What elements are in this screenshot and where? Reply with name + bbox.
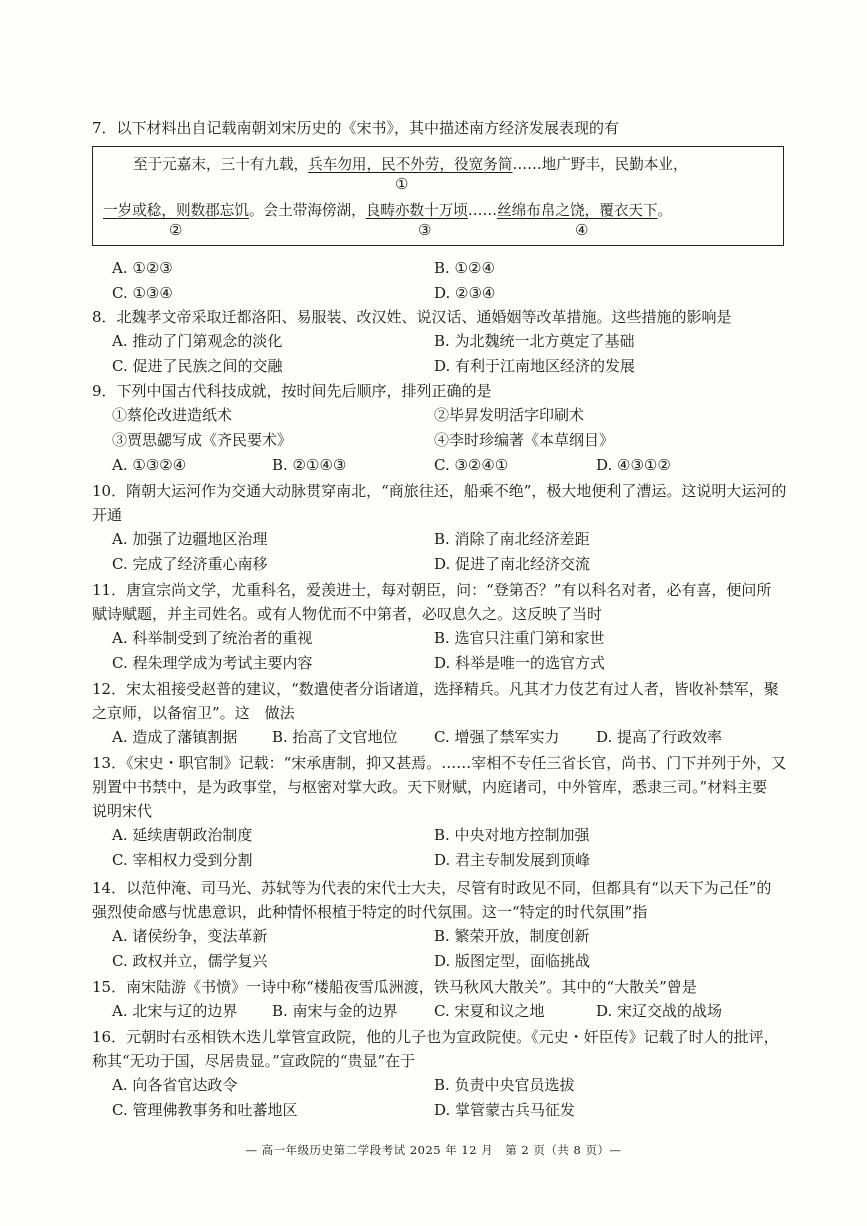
question-stem-line-2: 称其“无功于国，尽居贵显。”宣政院的“贵显”在于 [92, 1052, 416, 1070]
option-d: D. ②③④ [434, 284, 496, 302]
option-a: A. 诸侯纷争，变法革新 [112, 927, 268, 945]
question-stem-line-1: 16．元朝时右丞相铁木迭儿掌管宣政院，他的儿子也为宣政院使。《元史・奸臣传》记载了时人的批评， [92, 1028, 779, 1046]
option-b: B. 选官只注重门第和家世 [434, 629, 605, 647]
question-stem-line-2: 强烈使命感与忧患意识，此种情怀根植于特定的时代氛围。这一“特定的时代氛围”指 [92, 903, 648, 921]
option-c: C. 政权并立，儒学复兴 [112, 952, 268, 970]
item-3: ③贾思勰写成《齐民要术》 [112, 431, 293, 449]
underlined-phrase-1: 兵车勿用，民不外劳，役宽务简 [308, 156, 513, 173]
question-stem: 15．南宋陆游《书愤》一诗中称“楼船夜雪瓜洲渡，铁马秋风大散关”。其中的“大散关”曾是 [92, 978, 697, 996]
option-c: C. 程朱理学成为考试主要内容 [112, 654, 313, 672]
material-line-2 [103, 199, 672, 220]
material-line-1 [133, 153, 688, 174]
option-c: C. 促进了民族之间的交融 [112, 357, 283, 375]
option-a: A. 推动了门第观念的淡化 [112, 332, 283, 350]
option-c: C. 宰相权力受到分割 [112, 851, 253, 869]
marker-2: ② [169, 221, 183, 239]
option-a: A. 延续唐朝政治制度 [112, 826, 253, 844]
option-b: B. 繁荣开放，制度创新 [434, 927, 590, 945]
question-15 [92, 975, 807, 1024]
option-c: C. 增强了禁军实力 [434, 728, 560, 746]
option-b: B. 抬高了文官地位 [272, 728, 398, 746]
item-2: ②毕昇发明活字印刷术 [434, 406, 585, 424]
question-7-options [92, 256, 807, 306]
question-stem: 7．以下材料出自记载南朝刘宋历史的《宋书》，其中描述南方经济发展表现的有 [92, 119, 620, 137]
option-b: B. 南宋与金的边界 [272, 1002, 398, 1020]
item-4: ④李时珍编著《本草纲目》 [434, 431, 615, 449]
option-d: D. 促进了南北经济交流 [434, 555, 591, 573]
option-b: B. 中央对地方控制加强 [434, 826, 590, 844]
source-material-box [92, 146, 784, 246]
marker-4: ④ [575, 221, 589, 239]
option-a: A. 向各省官达政令 [112, 1076, 238, 1094]
option-b: B. 负责中央官员选拔 [434, 1076, 575, 1094]
question-stem-line-1: 13．《宋史・职官制》记载：“宋承唐制，抑又甚焉。……宰相不专任三省长官，尚书、门下并列于外，又 [92, 754, 787, 772]
question-13 [92, 751, 807, 873]
material-text: 。会土带海傍湖， [248, 202, 366, 219]
question-7 [92, 116, 807, 140]
question-16 [92, 1025, 807, 1123]
underlined-phrase-4: 丝绵布帛之饶，覆衣天下 [497, 202, 658, 219]
question-stem-line-1: 14．以范仲淹、司马光、苏轼等为代表的宋代士大夫，尽管有时政见不同，但都具有“以天下为己任”的 [92, 879, 772, 897]
material-text: ……地广野丰，民勤本业， [512, 156, 688, 173]
question-12 [92, 677, 807, 750]
question-8 [92, 305, 807, 379]
option-c: C. 管理佛教事务和吐蕃地区 [112, 1101, 298, 1119]
option-d: D. 提高了行政效率 [596, 728, 723, 746]
marker-1: ① [395, 175, 409, 193]
option-b: B. ②①④③ [272, 456, 347, 474]
option-d: D. ④③①② [596, 456, 671, 474]
material-text: 。 [657, 202, 673, 219]
option-d: D. 掌管蒙古兵马征发 [434, 1101, 576, 1119]
question-stem-line-1: 10．隋朝大运河作为交通大动脉贯穿南北，“商旅往还，船乘不绝”，极大地便利了漕运。这说明大运河的 [92, 482, 787, 500]
question-stem-line-3: 说明宋代 [92, 802, 153, 820]
underlined-phrase-3: 良畴亦数十万顷 [365, 202, 468, 219]
option-b: B. ①②④ [434, 259, 495, 277]
option-a: A. ①③②④ [112, 456, 187, 474]
option-a: A. ①②③ [112, 259, 173, 277]
question-11 [92, 578, 807, 676]
option-d: D. 有利于江南地区经济的发展 [434, 357, 636, 375]
question-stem: 8．北魏孝文帝采取迁都洛阳、易服装、改汉姓、说汉话、通婚姻等改革措施。这些措施的影响是 [92, 308, 732, 326]
page-footer: — 高一年级历史第二学段考试 2025 年 12 月 第 2 页（共 8 页）— [245, 1143, 622, 1157]
option-c: C. ③②④① [434, 456, 509, 474]
question-stem: 9．下列中国古代科技成就，按时间先后顺序，排列正确的是 [92, 382, 492, 400]
question-stem-line-1: 11．唐宣宗尚文学，尤重科名，爱羡进士，每对朝臣，问：“登第否？”有以科名对者，必有喜，便问所 [92, 581, 772, 599]
question-stem-line-2: 之京师，以备宿卫”。这 做法 [92, 704, 295, 722]
material-text: …… [467, 202, 498, 219]
question-14 [92, 876, 807, 974]
item-1: ①蔡伦改进造纸术 [112, 406, 233, 424]
option-d: D. 君主专制发展到顶峰 [434, 851, 591, 869]
option-c: C. 完成了经济重心南移 [112, 555, 268, 573]
option-a: A. 北宋与辽的边界 [112, 1002, 238, 1020]
option-a: A. 科举制受到了统治者的重视 [112, 629, 313, 647]
option-a: A. 造成了藩镇割据 [112, 728, 238, 746]
option-c: C. ①③④ [112, 284, 173, 302]
option-a: A. 加强了边疆地区治理 [112, 530, 268, 548]
question-stem-line-2: 开通 [92, 506, 123, 524]
option-b: B. 消除了南北经济差距 [434, 530, 590, 548]
option-d: D. 科举是唯一的选官方式 [434, 654, 606, 672]
material-text: 至于元嘉末，三十有九载， [133, 156, 309, 173]
option-c: C. 宋夏和议之地 [434, 1002, 545, 1020]
question-10 [92, 479, 807, 577]
question-stem-line-1: 12．宋太祖接受赵普的建议，“数遣使者分诣诸道，选择精兵。凡其才力伎艺有过人者，皆收补禁军，聚 [92, 680, 779, 698]
question-9 [92, 379, 807, 478]
underlined-phrase-2: 一岁或稔，则数郡忘饥 [103, 202, 249, 219]
option-d: D. 宋辽交战的战场 [596, 1002, 723, 1020]
marker-3: ③ [418, 221, 432, 239]
question-stem-line-2: 赋诗赋题，并主司姓名。或有人物优而不中第者，必叹息久之。这反映了当时 [92, 605, 603, 623]
option-d: D. 版图定型，面临挑战 [434, 952, 591, 970]
option-b: B. 为北魏统一北方奠定了基础 [434, 332, 635, 350]
question-stem-line-2: 别置中书禁中，是为政事堂，与枢密对掌大政。天下财赋，内庭诸司，中外管库，悉隶三司。”材料主要 [92, 778, 768, 796]
